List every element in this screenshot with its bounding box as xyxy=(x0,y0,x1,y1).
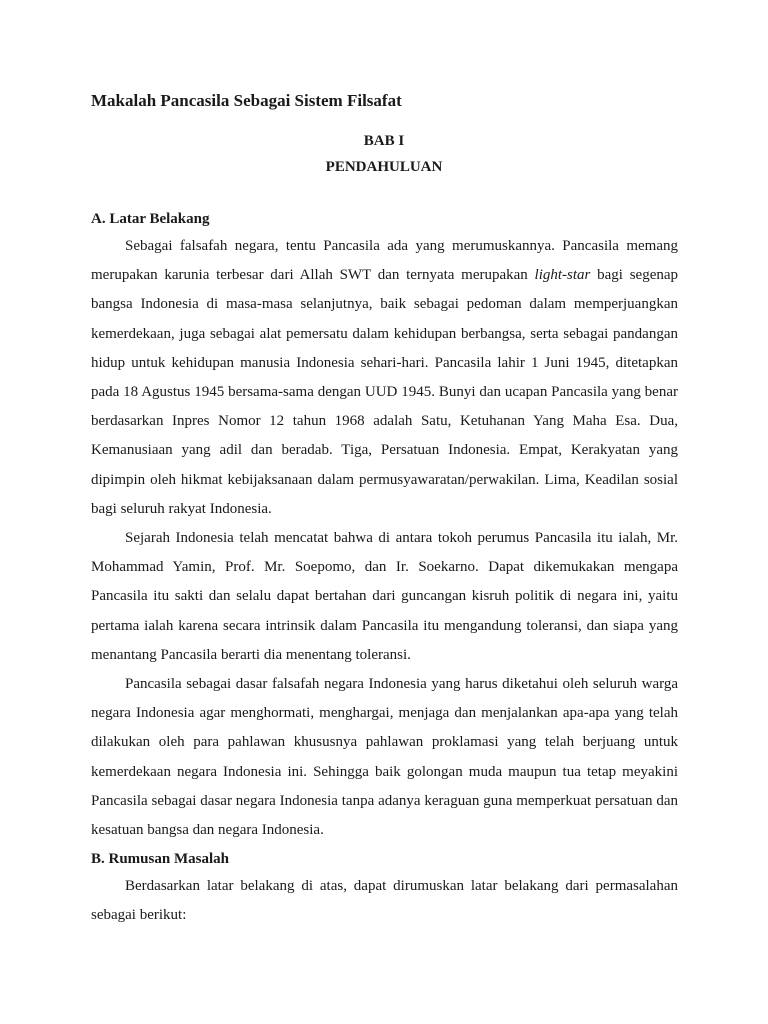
paragraph-rumusan-masalah-1: Berdasarkan latar belakang di atas, dapat dirumuskan latar belakang dari permasalahan sebagai berikut: xyxy=(91,878,678,924)
paragraph-latar-belakang-1 xyxy=(91,232,678,524)
section-b-body xyxy=(91,872,678,930)
document-title: Makalah Pancasila Sebagai Sistem Filsafat xyxy=(91,91,402,110)
chapter-number: BAB I xyxy=(363,133,405,149)
paragraph-text: bagi segenap bangsa Indonesia di masa-masa selanjutnya, baik sebagai pedoman dalam memperjuangkan kemerdekaan, juga sebagai alat pemersatu dalam kehidupan berbangsa, serta sebagai pandangan hidup untuk kehidupan manusia Indonesia sehari-hari. Pancasila lahir 1 Juni 1945, ditetapkan pada 18 Agustus 1945 bersama-sama dengan UUD 1945. Bunyi dan ucapan Pancasila yang benar berdasarkan Inpres Nomor 12 tahun 1968 adalah Satu, Ketuhanan Yang Maha Esa. Dua, Kemanusiaan yang adil dan beradab. Tiga, Persatuan Indonesia. Empat, Kerakyatan yang dipimpin oleh hikmat kebijaksanaan dalam permusyawaratan/perwakilan. Lima, Keadilan sosial bagi seluruh rakyat Indonesia. xyxy=(91,267,679,517)
emphasis-light-star: light-star xyxy=(534,267,591,284)
section-a-heading: A. Latar Belakang xyxy=(91,211,210,227)
paragraph-text: Sebagai falsafah negara, tentu Pancasila ada yang merumuskannya. Pancasila memang merupakan karunia terbesar dari Allah SWT dan ternyata merupakan xyxy=(91,238,678,284)
paragraph-latar-belakang-3: Pancasila sebagai dasar falsafah negara Indonesia yang harus diketahui oleh seluruh warga negara Indonesia agar menghormati, menghargai, menjaga dan menjalankan apa-apa yang telah dilakukan oleh para pahlawan khususnya pahlawan proklamasi yang telah berjuang untuk kemerdekaan negara Indonesia ini. Sehingga baik golongan muda maupun tua tetap meyakini Pancasila sebagai dasar negara Indonesia tanpa adanya keraguan guna memperkuat persatuan dan kesatuan bangsa dan negara Indonesia. xyxy=(91,676,678,839)
section-a-body xyxy=(91,232,678,845)
paragraph-latar-belakang-2: Sejarah Indonesia telah mencatat bahwa di antara tokoh perumus Pancasila itu ialah, Mr. Mohammad Yamin, Prof. Mr. Soepomo, dan Ir. Soekarno. Dapat dikemukakan mengapa Pancasila itu sakti dan selalu dapat bertahan dari guncangan kisruh politik di negara ini, yaitu pertama ialah karena secara intrinsik dalam Pancasila itu mengandung toleransi, dan siapa yang menantang Pancasila berarti dia menentang toleransi. xyxy=(91,530,678,663)
section-b-heading: B. Rumusan Masalah xyxy=(91,851,229,867)
chapter-title: PENDAHULUAN xyxy=(325,159,443,175)
